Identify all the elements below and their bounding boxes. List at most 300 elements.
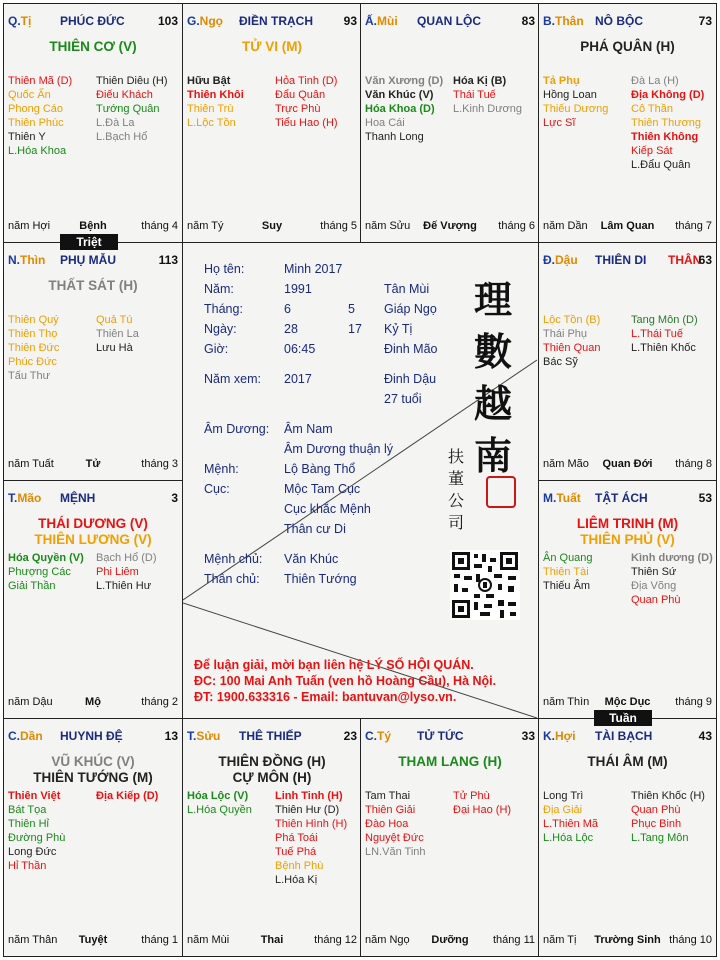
minor-star: Thiên Thương (631, 117, 702, 129)
minor-stars-left (8, 789, 65, 873)
palace-year: năm Ngọ (365, 934, 410, 946)
palace-name: TỬ TỨC (417, 729, 464, 743)
minor-star: Phi Liêm (96, 566, 139, 578)
minor-star: L.Kinh Dương (453, 103, 523, 115)
main-stars (4, 278, 182, 294)
palace-footer (543, 934, 712, 948)
life-stage: Mộc Dục (604, 696, 651, 708)
earthly-branch: Dậu (555, 253, 578, 267)
life-stage: Trường Sinh (594, 934, 661, 946)
minor-star: Thiên Phúc (8, 117, 64, 129)
main-star: THIÊN LƯƠNG (V) (34, 532, 152, 547)
minor-star: Bạch Hổ (D) (96, 552, 157, 564)
minor-star: Lộc Tồn (B) (543, 314, 601, 326)
palace-header (365, 729, 535, 743)
life-stage: Đế Vượng (423, 220, 477, 232)
major-period-age: 103 (157, 14, 178, 28)
minor-stars-left (543, 551, 593, 593)
main-star: CỰ MÔN (H) (232, 770, 312, 785)
minor-stars-left (8, 551, 84, 593)
palace-header (543, 14, 712, 28)
minor-star: Địa Võng (631, 580, 677, 592)
palace-cell (360, 718, 540, 957)
palace-year: năm Mão (543, 458, 589, 470)
palace-name: THIÊN DI (595, 253, 647, 267)
minor-star: Giải Thần (8, 580, 56, 592)
qr-code (450, 550, 520, 620)
palace-header (365, 14, 535, 28)
heavenly-stem: N. (8, 253, 20, 267)
palace-name: PHÚC ĐỨC (60, 14, 125, 28)
main-star: THIÊN ĐỒNG (H) (218, 754, 326, 769)
palace-cell (182, 3, 362, 243)
minor-star: Thiên Hư (D) (275, 804, 340, 816)
calligraphy-seal: 理 數 越 南 (473, 277, 512, 478)
palace-year: năm Thân (8, 934, 58, 946)
major-period-age: 63 (698, 253, 712, 267)
month-label: Tháng: (204, 302, 243, 316)
palace-name: QUAN LỘC (417, 14, 481, 28)
palace-year: năm Dậu (8, 696, 53, 708)
main-stars (4, 516, 182, 548)
minor-star: Thiên Việt (8, 790, 61, 802)
major-period-age: 83 (521, 14, 535, 28)
palace-month: tháng 4 (141, 220, 178, 232)
minor-star: Tấu Thư (8, 370, 51, 382)
life-stage: Bệnh (79, 220, 107, 232)
palace-year: năm Tuất (8, 458, 54, 470)
menh-chu-value: Văn Khúc (284, 552, 339, 566)
minor-star: Thiên Thọ (8, 328, 58, 340)
minor-stars-right (96, 74, 168, 144)
palace-month: tháng 10 (669, 934, 712, 946)
minor-star: Đào Hoa (365, 818, 409, 830)
palace-header (187, 729, 357, 743)
palace-name: ĐIỀN TRẠCH (239, 14, 313, 28)
minor-star: Hóa Kị (B) (453, 75, 507, 87)
palace-name: MỆNH (60, 491, 96, 505)
minor-star: Văn Xương (D) (365, 75, 444, 87)
earthly-branch: Dần (20, 729, 43, 743)
menh-value: Lộ Bàng Thổ (284, 462, 356, 476)
heavenly-stem: M. (543, 491, 557, 505)
earthly-branch: Ngọ (199, 14, 223, 28)
palace-footer (543, 220, 712, 234)
major-period-age: 3 (171, 491, 178, 505)
amduong-note: Âm Dương thuận lý (284, 442, 393, 456)
heavenly-stem: T. (187, 729, 197, 743)
year-value: 1991 (284, 282, 312, 296)
age-value: 27 tuổi (384, 392, 422, 406)
amduong-label: Âm Dương: (204, 422, 270, 436)
minor-star: Thiếu Âm (543, 580, 591, 592)
palace-month: tháng 7 (675, 220, 712, 232)
minor-star: Thiên Đức (8, 342, 60, 354)
main-stars (4, 39, 182, 55)
minor-star: Kiếp Sát (631, 145, 673, 157)
minor-star: Hỏa Tinh (D) (275, 75, 338, 87)
minor-star: Tả Phụ (543, 75, 580, 87)
month-lunar: 5 (348, 302, 355, 316)
palace-year: năm Tý (187, 220, 224, 232)
menh-label: Mệnh: (204, 462, 239, 476)
minor-star: Tang Môn (D) (631, 314, 698, 326)
minor-star: Thiên Quan (543, 342, 601, 354)
minor-stars-right (453, 789, 511, 817)
palace-name: TÀI BẠCH (595, 729, 653, 743)
palace-header (8, 491, 178, 505)
palace-cell (182, 718, 362, 957)
minor-star: Phượng Các (8, 566, 71, 578)
minor-stars-left (187, 74, 244, 130)
palace-footer (187, 934, 357, 948)
minor-stars-right (275, 789, 347, 887)
day-value: 28 (284, 322, 298, 336)
minor-stars-right (96, 551, 157, 593)
minor-star: Hồng Loan (543, 89, 597, 101)
palace-cell (3, 3, 183, 243)
main-star: THAM LANG (H) (398, 754, 502, 769)
view-year-can: Đinh Dậu (384, 372, 437, 386)
palace-month: tháng 11 (492, 934, 535, 946)
than-marker: THÂN (668, 253, 702, 267)
palace-cell (3, 718, 183, 957)
minor-star: Thiên Giải (365, 804, 416, 816)
life-stage: Lâm Quan (600, 220, 655, 232)
minor-star: Thiên Diêu (H) (96, 75, 168, 87)
minor-stars-left (8, 74, 72, 158)
minor-star: Thái Tuế (453, 89, 496, 101)
heavenly-stem: K. (543, 729, 555, 743)
palace-name: THÊ THIẾP (239, 729, 302, 743)
main-stars (361, 754, 539, 770)
minor-star: Linh Tinh (H) (275, 790, 343, 802)
minor-star: Lực Sĩ (543, 117, 576, 129)
major-period-age: 43 (698, 729, 712, 743)
minor-star: Bác Sỹ (543, 356, 578, 368)
heavenly-stem: Ấ. (365, 14, 377, 28)
minor-star: Thiên Tài (543, 566, 589, 578)
minor-star: Địa Giải (543, 804, 583, 816)
minor-star: Đà La (H) (631, 75, 679, 87)
palace-footer (543, 458, 712, 472)
palace-cell (538, 242, 717, 481)
main-stars (539, 754, 716, 770)
triet-badge: Triệt (60, 234, 118, 250)
life-stage: Tuyệt (78, 934, 108, 946)
palace-month: tháng 1 (141, 934, 178, 946)
minor-star: Quốc Ấn (8, 89, 51, 101)
minor-star: Quan Phù (631, 804, 681, 816)
palace-footer (187, 220, 357, 234)
minor-star: L.Tang Môn (631, 832, 689, 844)
minor-star: Văn Khúc (V) (365, 89, 434, 101)
minor-stars-right (275, 74, 338, 130)
minor-stars-left (8, 313, 59, 383)
minor-star: Thiên Mã (D) (8, 75, 73, 87)
center-info-panel (180, 240, 537, 718)
earthly-branch: Mão (17, 491, 42, 505)
palace-name: HUYNH ĐỆ (60, 729, 123, 743)
palace-year: năm Dần (543, 220, 588, 232)
palace-year: năm Tị (543, 934, 577, 946)
main-star: THÁI ÂM (M) (587, 754, 668, 769)
minor-star: Quả Tú (96, 314, 133, 326)
heavenly-stem: G. (187, 14, 200, 28)
minor-star: Thiên Hỉ (8, 818, 49, 830)
main-star: THÁI DƯƠNG (V) (38, 516, 148, 531)
main-star: THIÊN CƠ (V) (49, 39, 137, 54)
palace-header (187, 14, 357, 28)
than-chu-label: Thân chủ: (204, 572, 260, 586)
minor-star: Thanh Long (365, 131, 424, 143)
minor-star: Hóa Quyền (V) (8, 552, 84, 564)
palace-year: năm Mùi (187, 934, 230, 946)
minor-star: Đường Phù (8, 832, 66, 844)
minor-stars-right (631, 789, 705, 845)
minor-star: Bát Tọa (8, 804, 47, 816)
minor-stars-left (365, 74, 443, 144)
palace-month: tháng 9 (675, 696, 712, 708)
minor-star: L.Thiên Mã (543, 818, 599, 830)
minor-star: L.Hóa Kị (275, 874, 318, 886)
minor-star: L.Bạch Hổ (96, 131, 148, 143)
main-star: LIÊM TRINH (M) (576, 516, 679, 531)
main-stars (183, 39, 361, 55)
palace-header (8, 729, 178, 743)
palace-month: tháng 12 (314, 934, 357, 946)
palace-name: PHỤ MẪU (60, 253, 116, 267)
minor-star: Bệnh Phù (275, 860, 324, 872)
major-period-age: 33 (521, 729, 535, 743)
palace-cell (3, 242, 183, 481)
main-star: THẤT SÁT (H) (48, 278, 138, 293)
life-stage: Quan Đới (602, 458, 653, 470)
minor-star: Điếu Khách (96, 89, 153, 101)
minor-star: Thiên Khốc (H) (631, 790, 705, 802)
minor-stars-right (96, 313, 139, 355)
palace-year: năm Sửu (365, 220, 411, 232)
minor-star: Hữu Bật (187, 75, 231, 87)
palace-cell (538, 718, 717, 957)
minor-star: Lưu Hà (96, 342, 133, 354)
palace-footer (8, 220, 178, 234)
palace-month: tháng 6 (498, 220, 535, 232)
cuc-label: Cục: (204, 482, 230, 496)
palace-footer (8, 458, 178, 472)
hour-label: Giờ: (204, 342, 229, 356)
heavenly-stem: Đ. (543, 253, 555, 267)
palace-footer (365, 220, 535, 234)
palace-footer (8, 934, 178, 948)
palace-year: năm Hợi (8, 220, 51, 232)
palace-cell (360, 3, 540, 243)
month-can: Giáp Ngọ (384, 302, 437, 316)
view-year-value: 2017 (284, 372, 312, 386)
minor-star: Long Đức (8, 846, 57, 858)
minor-stars-left (187, 789, 252, 817)
minor-star: LN.Văn Tinh (365, 846, 426, 858)
earthly-branch: Tuất (556, 491, 581, 505)
minor-star: L.Lộc Tồn (187, 117, 236, 129)
major-period-age: 13 (164, 729, 178, 743)
main-star: PHÁ QUÂN (H) (580, 39, 675, 54)
than-chu-value: Thiên Tướng (284, 572, 357, 586)
minor-star: Thiên Hình (H) (275, 818, 348, 830)
minor-star: Thiên Không (631, 131, 699, 143)
minor-star: Thiếu Dương (543, 103, 609, 115)
amduong-value: Âm Nam (284, 422, 333, 436)
minor-stars-left (543, 789, 598, 845)
minor-star: Thiên Trù (187, 103, 234, 115)
palace-month: tháng 2 (141, 696, 178, 708)
minor-star: Long Trì (543, 790, 584, 802)
palace-header (543, 729, 712, 743)
minor-star: Đẩu Quân (275, 89, 326, 101)
life-stage: Dưỡng (431, 934, 469, 946)
earthly-branch: Tý (377, 729, 392, 743)
earthly-branch: Hợi (555, 729, 576, 743)
minor-star: Tam Thai (365, 790, 411, 802)
contact-phone-email: ĐT: 1900.633316 - Email: bantuvan@lyso.vn. (194, 690, 457, 704)
month-value: 6 (284, 302, 291, 316)
palace-month: tháng 8 (675, 458, 712, 470)
minor-star: Phá Toái (275, 832, 318, 844)
minor-star: Hóa Lộc (V) (187, 790, 249, 802)
heavenly-stem: C. (365, 729, 377, 743)
minor-stars-right (631, 313, 698, 355)
life-stage: Mộ (85, 696, 101, 708)
heavenly-stem: T. (8, 491, 18, 505)
palace-name: NÔ BỘC (595, 14, 643, 28)
palace-footer (8, 696, 178, 710)
palace-header (543, 491, 712, 505)
minor-star: Hóa Khoa (D) (365, 103, 435, 115)
minor-star: Tướng Quân (96, 103, 160, 115)
main-stars (539, 516, 716, 548)
cuc-note: Cục khắc Mệnh (284, 502, 371, 516)
than-position: Thân cư Di (284, 522, 346, 536)
earthly-branch: Sửu (196, 729, 221, 743)
minor-star: Trực Phù (275, 103, 321, 115)
minor-stars-left (543, 313, 600, 369)
earthly-branch: Thìn (20, 253, 46, 267)
main-stars (4, 754, 182, 786)
year-label: Năm: (204, 282, 234, 296)
day-label: Ngày: (204, 322, 237, 336)
main-star: THIÊN PHỦ (V) (580, 532, 675, 547)
minor-star: Hoa Cái (365, 117, 405, 129)
minor-star: L.Hóa Lộc (543, 832, 594, 844)
heavenly-stem: Q. (8, 14, 21, 28)
name-label: Họ tên: (204, 262, 245, 276)
year-can: Tân Mùi (384, 282, 430, 296)
minor-star: Nguyệt Đức (365, 832, 424, 844)
heavenly-stem: C. (8, 729, 20, 743)
minor-star: L.Đẩu Quân (631, 159, 691, 171)
menh-chu-label: Mệnh chủ: (204, 552, 263, 566)
palace-footer (543, 696, 712, 710)
palace-header (543, 253, 712, 267)
major-period-age: 113 (158, 253, 178, 267)
palace-footer (365, 934, 535, 948)
major-period-age: 93 (343, 14, 357, 28)
palace-cell (3, 480, 183, 719)
palace-name: TẬT ÁCH (595, 491, 648, 505)
life-stage: Suy (261, 220, 283, 232)
minor-star: L.Thiên Hư (96, 580, 152, 592)
red-seal-stamp (486, 476, 516, 508)
minor-star: Quan Phù (631, 594, 681, 606)
minor-star: L.Hóa Quyền (187, 804, 252, 816)
palace-header (8, 253, 178, 267)
cuc-value: Mộc Tam Cục (284, 482, 361, 496)
palace-month: tháng 3 (141, 458, 178, 470)
minor-stars-left (365, 789, 426, 859)
minor-stars-right (631, 74, 704, 172)
minor-star: Địa Không (D) (631, 89, 705, 101)
minor-stars-right (631, 551, 713, 607)
minor-star: Thiên Sứ (631, 566, 677, 578)
minor-star: Cô Thần (631, 103, 673, 115)
main-stars (183, 754, 361, 786)
minor-star: Địa Kiếp (D) (96, 790, 159, 802)
minor-star: Thiên La (96, 328, 139, 340)
palace-cell (538, 3, 717, 243)
minor-star: Thiên Y (8, 131, 46, 143)
minor-stars-left (543, 74, 608, 130)
minor-star: Hỉ Thần (8, 860, 47, 872)
view-year-label: Năm xem: (204, 372, 261, 386)
minor-star: L.Hóa Khoa (8, 145, 67, 157)
palace-month: tháng 5 (320, 220, 357, 232)
tuan-badge: Tuần (594, 710, 652, 726)
minor-star: Đại Hao (H) (453, 804, 512, 816)
minor-star: Kình dương (D) (631, 552, 713, 564)
minor-star: L.Thiên Khốc (631, 342, 696, 354)
day-lunar: 17 (348, 322, 362, 336)
minor-star: Tuế Phá (275, 846, 317, 858)
contact-line-1: Để luận giải, mời bạn liên hệ LÝ SỐ HỘI QUÁN. (194, 658, 474, 672)
palace-header (8, 14, 178, 28)
earthly-branch: Mùi (377, 14, 398, 28)
minor-star: L.Thái Tuế (631, 328, 683, 340)
main-star: TỬ VI (M) (242, 39, 302, 54)
life-stage: Tử (85, 458, 101, 470)
minor-star: L.Đà La (96, 117, 135, 129)
palace-year: năm Thìn (543, 696, 590, 708)
major-period-age: 23 (343, 729, 357, 743)
minor-stars-right (96, 789, 158, 803)
minor-star: Phong Cáo (8, 103, 64, 115)
earthly-branch: Thân (555, 14, 584, 28)
hour-value: 06:45 (284, 342, 316, 356)
minor-star: Phục Binh (631, 818, 682, 830)
minor-star: Thiên Quý (8, 314, 59, 326)
minor-star: Thái Phụ (543, 328, 588, 340)
palace-cell (538, 480, 717, 719)
minor-star: Tử Phù (453, 790, 490, 802)
major-period-age: 73 (698, 14, 712, 28)
earthly-branch: Tị (20, 14, 32, 28)
heavenly-stem: B. (543, 14, 555, 28)
life-stage: Thai (260, 934, 284, 946)
main-star: THIÊN TƯỚNG (M) (33, 770, 153, 785)
calligraphy-signature: 扶 董 公 司 (447, 447, 464, 532)
contact-address: ĐC: 100 Mai Anh Tuấn (ven hồ Hoàng Cầu), Hà Nội. (194, 674, 497, 688)
minor-stars-right (453, 74, 522, 116)
name-value: Minh 2017 (284, 262, 343, 276)
